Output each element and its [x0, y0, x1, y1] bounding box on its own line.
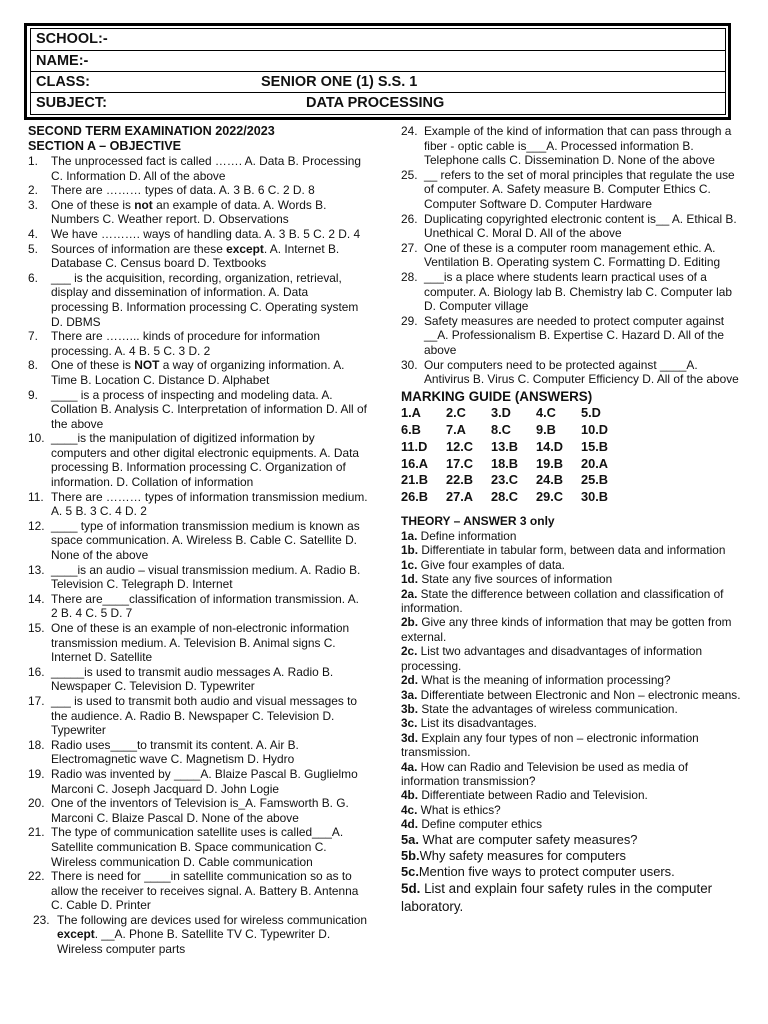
question-number: 1.	[28, 154, 38, 168]
question-text-part: an example of data. A. Words B. Numbers C. Weather report. D. Observations	[51, 197, 327, 227]
question-emphasis: except	[226, 241, 264, 256]
theory-text: Give any three kinds of information that may be gotten from external.	[401, 615, 732, 644]
theory-item	[401, 716, 741, 730]
question-item	[28, 154, 368, 183]
answer-row	[401, 422, 626, 439]
question-item	[28, 869, 368, 913]
theory-item	[401, 817, 741, 831]
question-item	[28, 665, 368, 694]
question-text: There is need for ____in satellite communication so as to allow the receiver to receives signal. A. Battery B. Antenna C. Cable D. Printer	[51, 869, 359, 913]
theory-text: How can Radio and Television be used as media of information transmission?	[401, 759, 689, 788]
question-text: The unprocessed fact is called ……. A. Data B. Processing C. Information D. All of the above	[51, 154, 361, 183]
theory-key: 4a.	[401, 759, 418, 774]
question-emphasis: NOT	[134, 358, 160, 373]
theory-item	[401, 702, 741, 716]
question-item	[28, 694, 368, 738]
theory-item	[401, 587, 741, 616]
theory-item	[401, 848, 741, 864]
theory-text: Why safety measures for computers	[419, 847, 626, 863]
question-text: There are ……... kinds of procedure for information processing. A. 4 B. 5 C. 3 D. 2	[51, 329, 320, 358]
question-text: There are ……… types of data. A. 3 B. 6 C. 2 D. 8	[51, 183, 315, 198]
question-text: __ refers to the set of moral principles that regulate the use of computer. A. Safety measure B. Computer Ethics C. Computer Software D. Computer Hardware	[424, 167, 735, 211]
question-item	[401, 124, 741, 168]
question-emphasis: except	[57, 927, 95, 942]
answer-cell: 9.B	[536, 421, 556, 437]
theory-item	[401, 803, 741, 817]
answer-table	[401, 405, 626, 506]
question-number: 29.	[401, 313, 418, 328]
theory-item	[401, 760, 741, 789]
question-number: 5.	[28, 241, 38, 256]
answer-cell: 26.B	[401, 489, 429, 505]
answer-cell: 8.C	[491, 421, 511, 437]
question-number: 6.	[28, 270, 38, 285]
question-number: 10.	[28, 431, 45, 446]
question-text: ____is the manipulation of digitized information by computers and other digital electronic equipments. A. Data processing B. Information processing C. Organization of information. D. Collation of information	[51, 431, 360, 490]
answer-cell: 21.B	[401, 472, 429, 488]
theory-item	[401, 864, 741, 880]
answer-cell: 28.C	[491, 489, 519, 505]
question-text: There are____classification of information transmission. A. 2 B. 4 C. 5 D. 7	[51, 591, 359, 621]
class-label: CLASS:	[36, 74, 90, 90]
theory-text: Explain any four types of non – electronic information transmission.	[401, 730, 699, 760]
answer-cell: 16.A	[401, 455, 429, 471]
question-emphasis: not	[134, 197, 153, 212]
answer-cell: 4.C	[536, 404, 556, 420]
question-text-part: . A. Internet B. Database C. Census board D. Textbooks	[51, 241, 340, 271]
answer-cell: 30.B	[581, 489, 609, 505]
theory-text: Differentiate between Electronic and Non – electronic means.	[417, 687, 741, 702]
answer-row	[401, 438, 626, 455]
question-item	[28, 796, 368, 825]
question-item	[28, 271, 368, 329]
question-item	[28, 358, 368, 387]
theory-item	[401, 644, 741, 673]
name-label: NAME:-	[36, 53, 89, 69]
question-item	[401, 358, 741, 387]
question-item	[28, 388, 368, 432]
question-text: We have ………. ways of handling data. A. 3 B. 5 C. 2 D. 4	[51, 226, 361, 241]
question-number: 14.	[28, 591, 45, 606]
question-text: Our computers need to be protected against ____A. Antivirus B. Virus C. Computer Efficiency D. All of the above	[424, 357, 739, 387]
subject-row	[31, 92, 725, 113]
question-number: 27.	[401, 240, 418, 255]
question-text: ___ is the acquisition, recording, organization, retrieval, display and dissemination of information. A. Data processing B. Information processing C. Operating system D. DBMS	[51, 270, 359, 329]
theory-key: 3d.	[401, 730, 419, 745]
question-list-right	[401, 124, 741, 387]
school-label: SCHOOL:-	[36, 31, 108, 47]
question-text-part: Sources of information are these	[51, 241, 227, 256]
class-row	[31, 71, 725, 92]
question-text	[51, 358, 344, 387]
question-number: 28.	[401, 269, 418, 284]
question-number: 22.	[28, 869, 45, 884]
theory-key: 5c.	[401, 863, 419, 879]
answer-row	[401, 405, 626, 422]
answer-cell: 1.A	[401, 404, 421, 420]
question-text: ___is a place where students learn practical uses of a computer. A. Biology lab B. Chemistry lab C. Computer lab D. Computer village	[424, 269, 732, 314]
theory-text: List its disadvantages.	[417, 716, 537, 731]
subject-label: SUBJECT:	[36, 95, 107, 111]
theory-key: 4c.	[401, 802, 418, 817]
theory-text: What are computer safety measures?	[418, 831, 638, 847]
answer-cell: 3.D	[491, 404, 511, 420]
question-text: ____is an audio – visual transmission medium. A. Radio B. Television C. Telegraph D. Internet	[51, 562, 361, 592]
question-text: Example of the kind of information that can pass through a fiber - optic cable is___A. Processed information B. Telephone calls C. Dissemination D. None of the above	[424, 124, 732, 168]
question-item	[28, 621, 368, 665]
answer-row	[401, 472, 626, 489]
answer-cell: 18.B	[491, 455, 519, 471]
question-text	[51, 198, 326, 227]
question-number: 12.	[28, 518, 45, 533]
theory-key: 1b.	[401, 543, 419, 558]
theory-text: Define information	[417, 529, 517, 544]
question-number: 9.	[28, 387, 38, 402]
question-number: 8.	[28, 358, 38, 373]
theory-item	[401, 572, 741, 586]
theory-key: 1a.	[401, 529, 418, 544]
answer-cell: 7.A	[446, 421, 466, 437]
theory-key: 2d.	[401, 673, 419, 688]
theory-text: What is ethics?	[417, 802, 501, 817]
question-item	[28, 519, 368, 563]
theory-text: State the difference between collation and classification of information.	[401, 586, 724, 616]
name-row	[31, 50, 725, 71]
question-text: One of these is a computer room management ethic. A. Ventilation B. Operating system C. Formatting D. Editing	[424, 240, 721, 270]
question-item	[28, 767, 368, 796]
question-text: ___ is used to transmit both audio and visual messages to the audience. A. Radio B. Newspaper C. Television D. Typewriter	[51, 693, 358, 738]
question-number: 3.	[28, 197, 38, 212]
answer-cell: 17.C	[446, 455, 474, 471]
question-number: 2.	[28, 183, 38, 198]
theory-item	[401, 688, 741, 702]
question-number: 18.	[28, 737, 45, 752]
question-list-left	[28, 154, 368, 957]
answer-cell: 6.B	[401, 421, 421, 437]
question-item	[28, 431, 368, 489]
question-text: One of these is an example of non-electronic information transmission medium. A. Television B. Animal signs C. Internet D. Satellite	[51, 621, 350, 665]
answer-cell: 15.B	[581, 438, 609, 454]
marking-guide-title: MARKING GUIDE (ANSWERS)	[401, 388, 593, 404]
exam-title: SECOND TERM EXAMINATION 2022/2023	[28, 124, 275, 138]
theory-text: List and explain four safety rules in the computer laboratory.	[401, 881, 713, 914]
question-text-part: The following are devices used for wireless communication	[57, 912, 367, 927]
question-item	[28, 198, 368, 227]
theory-key: 5a.	[401, 831, 419, 847]
question-number: 20.	[28, 796, 45, 811]
theory-text: List two advantages and disadvantages of information processing.	[401, 644, 703, 673]
question-number: 13.	[28, 562, 45, 577]
theory-item	[401, 615, 741, 644]
theory-title: THEORY – ANSWER 3 only	[401, 514, 555, 529]
question-number: 19.	[28, 766, 45, 781]
theory-item	[401, 558, 741, 572]
question-text: Radio uses____to transmit its content. A. Air B. Electromagnetic wave C. Magnetism D. Hydro	[51, 737, 299, 767]
theory-key: 5d.	[401, 881, 421, 897]
question-number: 30.	[401, 357, 418, 372]
theory-key: 4b.	[401, 788, 419, 803]
question-item	[28, 592, 368, 621]
header-table	[30, 28, 726, 115]
answer-cell: 10.D	[581, 421, 609, 437]
section-title: SECTION A – OBJECTIVE	[28, 139, 182, 153]
answer-cell: 14.D	[536, 438, 564, 454]
theory-item	[401, 673, 741, 687]
theory-key: 1d.	[401, 572, 419, 587]
question-number: 26.	[401, 211, 418, 226]
theory-item	[401, 529, 741, 543]
question-text-part: One of these is	[51, 358, 135, 373]
theory-key: 4d.	[401, 817, 419, 832]
theory-text: Differentiate between Radio and Television.	[418, 788, 648, 803]
question-item	[28, 183, 368, 198]
question-text-part: One of these is	[51, 197, 135, 212]
question-text-part: a way of organizing information. A. Time B. Location C. Distance D. Alphabet	[51, 358, 345, 387]
theory-text: What is the meaning of information processing?	[418, 673, 671, 688]
answer-cell: 13.B	[491, 438, 519, 454]
theory-key: 2a.	[401, 586, 418, 601]
question-item	[401, 314, 741, 358]
question-item	[28, 242, 368, 271]
question-item	[28, 825, 368, 869]
question-item	[401, 270, 741, 314]
theory-key: 2c.	[401, 644, 418, 659]
theory-text: Differentiate in tabular form, between data and information	[418, 543, 726, 558]
theory-text: Define computer ethics	[418, 817, 542, 832]
question-number: 17.	[28, 693, 45, 708]
question-text: ____ is a process of inspecting and modeling data. A. Collation B. Analysis C. Interpretation of information D. All of the above	[51, 387, 367, 431]
answer-row	[401, 455, 626, 472]
question-item	[401, 212, 741, 241]
question-text	[57, 913, 367, 956]
question-item	[28, 227, 368, 242]
left-column	[28, 124, 368, 957]
answer-cell: 23.C	[491, 472, 519, 488]
answer-cell: 25.B	[581, 472, 609, 488]
answer-cell: 22.B	[446, 472, 474, 488]
question-text: Radio was invented by ____A. Blaize Pascal B. Guglielmo Marconi C. Joseph Jacquard D. John Logie	[51, 766, 358, 796]
theory-text: Give four examples of data.	[417, 557, 565, 572]
theory-key: 3b.	[401, 701, 419, 716]
answer-cell: 24.B	[536, 472, 564, 488]
theory-key: 3c.	[401, 716, 418, 731]
question-text-part: . __A. Phone B. Satellite TV C. Typewriter D. Wireless computer parts	[57, 927, 331, 957]
subject-value: DATA PROCESSING	[306, 95, 445, 111]
class-value: SENIOR ONE (1) S.S. 1	[261, 74, 418, 90]
question-number: 16.	[28, 664, 45, 679]
theory-text: State any five sources of information	[418, 572, 613, 587]
theory-text: State the advantages of wireless communication.	[418, 701, 678, 716]
theory-item	[401, 788, 741, 802]
answer-cell: 12.C	[446, 438, 474, 454]
question-text: One of the inventors of Television is_A. Famsworth B. G. Marconi C. Blaize Pascal D. None of the above	[51, 796, 349, 825]
theory-key: 5b.	[401, 847, 420, 863]
theory-key: 3a.	[401, 687, 418, 702]
answer-cell: 29.C	[536, 489, 564, 505]
answer-cell: 5.D	[581, 404, 601, 420]
question-text: The type of communication satellite uses is called___A. Satellite communication B. Space communication C. Wireless communication D. Cable communication	[51, 825, 344, 869]
question-item	[401, 241, 741, 270]
answer-cell: 27.A	[446, 489, 474, 505]
theory-item	[401, 880, 741, 915]
question-number: 15.	[28, 621, 45, 635]
question-item	[28, 913, 368, 957]
question-number: 4.	[28, 226, 38, 241]
question-text	[51, 242, 339, 271]
answer-row	[401, 489, 626, 506]
question-item	[28, 563, 368, 592]
question-number: 25.	[401, 167, 418, 182]
theory-item	[401, 731, 741, 760]
question-number: 24.	[401, 124, 418, 138]
question-item	[28, 329, 368, 358]
theory-key: 2b.	[401, 615, 419, 630]
answer-cell: 2.C	[446, 404, 466, 420]
question-text: _____is used to transmit audio messages A. Radio B. Newspaper C. Television D. Typewriter	[51, 664, 334, 694]
question-text: ____ type of information transmission medium is known as space communication. A. Wireless B. Cable C. Satellite D. None of the above	[51, 518, 360, 563]
answer-cell: 20.A	[581, 455, 609, 471]
theory-key: 1c.	[401, 557, 418, 572]
right-column	[401, 124, 741, 915]
theory-item	[401, 543, 741, 557]
question-text: Duplicating copyrighted electronic content is__ A. Ethical B. Unethical C. Moral D. All of the above	[424, 211, 737, 241]
question-number: 7.	[28, 329, 38, 344]
question-text: Safety measures are needed to protect computer against __A. Professionalism B. Expertise C. Hazard D. All of the above	[424, 313, 725, 357]
question-item	[28, 738, 368, 767]
question-number: 23.	[33, 912, 50, 927]
question-number: 21.	[28, 825, 45, 840]
question-item	[28, 490, 368, 519]
theory-list	[401, 529, 741, 915]
answer-cell: 19.B	[536, 455, 564, 471]
theory-item	[401, 832, 741, 848]
answer-cell: 11.D	[401, 438, 428, 454]
question-number: 11.	[28, 489, 44, 504]
theory-text: Mention five ways to protect computer users.	[418, 863, 675, 879]
question-item	[401, 168, 741, 212]
school-row	[31, 29, 725, 50]
question-text: There are ……… types of information transmission medium. A. 5 B. 3 C. 4 D. 2	[51, 489, 368, 519]
